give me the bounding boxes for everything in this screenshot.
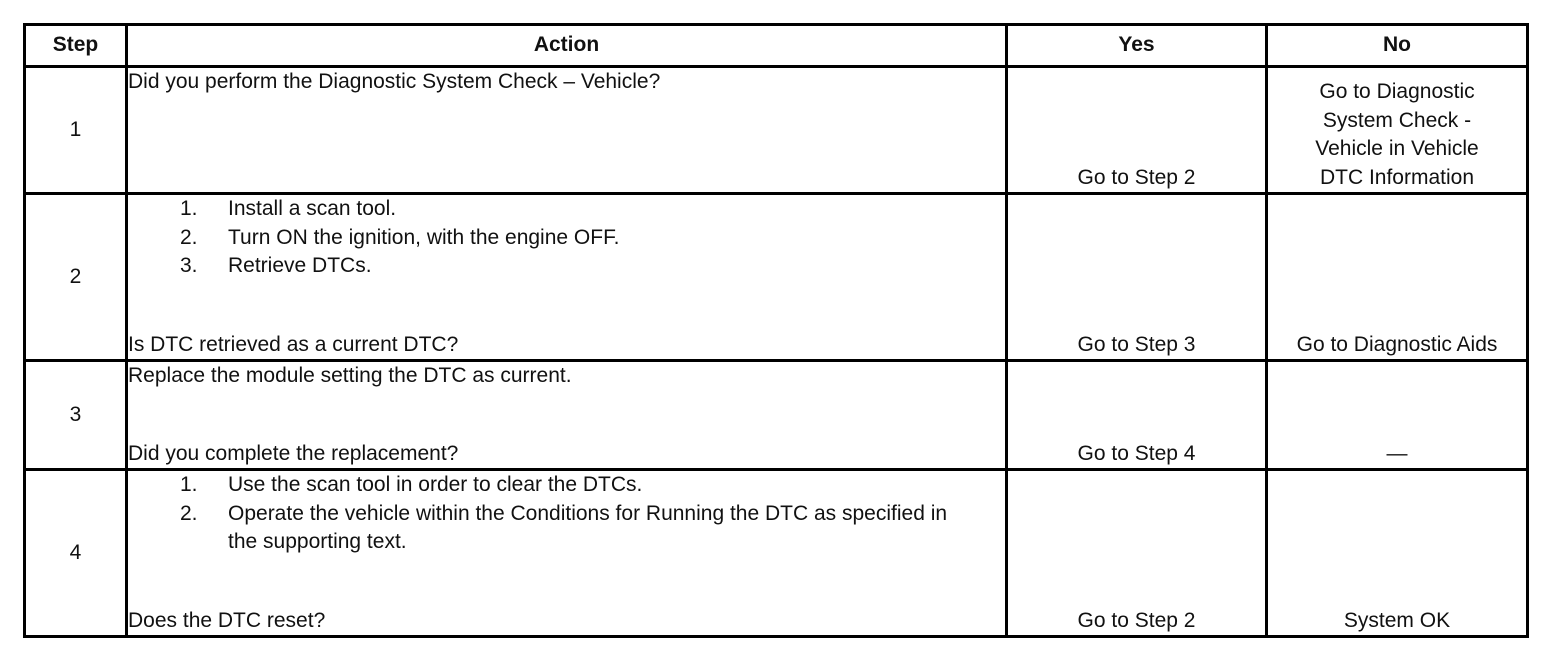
table-row [25, 194, 1528, 361]
instruction-number: 2. [180, 501, 198, 525]
table-row [25, 470, 1528, 637]
no-cell [1267, 470, 1528, 637]
step-number: 1 [25, 67, 127, 194]
no-line: System OK [1343, 608, 1451, 632]
instruction-item [128, 500, 1005, 557]
no-line: Go to Diagnostic [1319, 80, 1475, 103]
header-step: Step [25, 25, 127, 67]
action-stack [128, 362, 1005, 468]
action-question: Did you perform the Diagnostic System Check – Vehicle? [128, 70, 661, 93]
instruction-text: Retrieve DTCs. [228, 254, 372, 277]
action-question: Is DTC retrieved as a current DTC? [128, 332, 459, 356]
action-intro: Replace the module setting the DTC as current. [128, 364, 572, 387]
action-question: Does the DTC reset? [128, 608, 326, 632]
instruction-number: 3. [180, 254, 198, 277]
header-no: No [1267, 25, 1528, 67]
instruction-list [128, 195, 1005, 281]
no-line: DTC Information [1319, 165, 1475, 189]
no-line: System Check - [1322, 108, 1472, 132]
no-cell [1267, 361, 1528, 470]
yes-cell: Go to Step 4 [1007, 361, 1267, 470]
instruction-text: Install a scan tool. [228, 197, 397, 220]
instruction-number: 2. [180, 225, 198, 249]
instruction-text: Operate the vehicle within the Conditions for Running the DTC as specified in the supporting text. [228, 501, 948, 553]
instruction-text: Turn ON the ignition, with the engine OFF. [228, 225, 620, 249]
action-cell [127, 67, 1007, 194]
action-stack [128, 195, 1005, 359]
header-row [25, 25, 1528, 67]
yes-cell: Go to Step 2 [1007, 470, 1267, 637]
no-line: Vehicle in Vehicle [1315, 137, 1479, 160]
action-cell [127, 194, 1007, 361]
header-action: Action [127, 25, 1007, 67]
table-row [25, 67, 1528, 194]
no-line: Go to Diagnostic Aids [1296, 332, 1498, 356]
step-number: 2 [25, 194, 127, 361]
step-number: 3 [25, 361, 127, 470]
instruction-list [128, 471, 1005, 557]
yes-cell: Go to Step 3 [1007, 194, 1267, 361]
action-stack [128, 471, 1005, 635]
step-number: 4 [25, 470, 127, 637]
action-question: Did you complete the replacement? [128, 441, 459, 465]
header-yes: Yes [1007, 25, 1267, 67]
no-cell [1267, 67, 1528, 194]
action-cell [127, 470, 1007, 637]
instruction-number: 1. [180, 473, 198, 496]
instruction-item [128, 224, 1005, 253]
instruction-item [128, 195, 1005, 224]
table-row [25, 361, 1528, 470]
yes-cell: Go to Step 2 [1007, 67, 1267, 194]
no-cell [1267, 194, 1528, 361]
instruction-item [128, 471, 1005, 500]
instruction-item [128, 252, 1005, 281]
no-line: — [1386, 441, 1408, 465]
action-cell [127, 361, 1007, 470]
instruction-number: 1. [180, 197, 198, 220]
diagnostic-table [23, 23, 1529, 638]
instruction-text: Use the scan tool in order to clear the DTCs. [228, 473, 643, 496]
